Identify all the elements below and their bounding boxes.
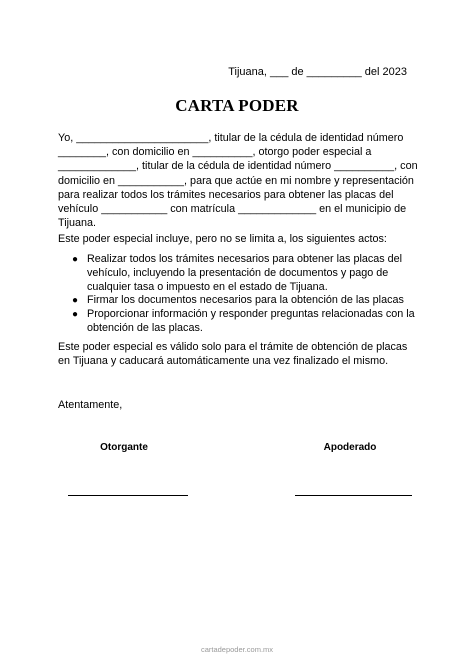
paragraph-grant: Yo, ______________________, titular de la cédula de identidad número ________, con domicilio en __________, otorgo poder especial a _____________, titular de la cédula de identidad número __________, con domicilio en ___________, para que actúe en mi nombre y representación para realizar todos los trámites necesarios para obtener las placas del vehículo ___________ con matrícula _____________ en el municipio de Tijuana. [58,132,418,230]
list-item [58,294,418,308]
date-line: Tijuana, ___ de _________ del 2023 [228,66,407,78]
paragraph-scope-intro: Este poder especial incluye, pero no se limita a, los siguientes actos: [58,233,387,245]
signature-label-attorney: Apoderado [323,442,377,453]
bullet-icon: ● [72,254,79,265]
list-item-text: Proporcionar información y responder preguntas relacionadas con la obtención de las placas. [87,308,415,334]
bullet-icon: ● [72,295,79,307]
list-item-text: Firmar los documentos necesarios para la obtención de las placas [87,294,404,307]
document-title: CARTA PODER [175,96,299,115]
signature-line-attorney [295,495,412,496]
list-item [58,253,418,294]
list-item-text: Realizar todos los trámites necesarios para obtener las placas del vehículo, incluyendo la presentación de documentos y pago de cualquier tasa o impuesto en el estado de Tijuana. [87,253,403,293]
signature-label-grantor: Otorgante [100,442,148,453]
bullet-icon: ● [72,309,79,321]
signature-line-grantor [68,495,188,496]
footer-watermark: cartadepoder.com.mx [200,645,274,654]
closing-salutation: Atentamente, [58,399,123,411]
acts-list [58,253,418,336]
list-item [58,308,418,336]
paragraph-validity: Este poder especial es válido solo para el trámite de obtención de placas en Tijuana y caducará automáticamente una vez finalizado el mismo. [58,341,408,368]
